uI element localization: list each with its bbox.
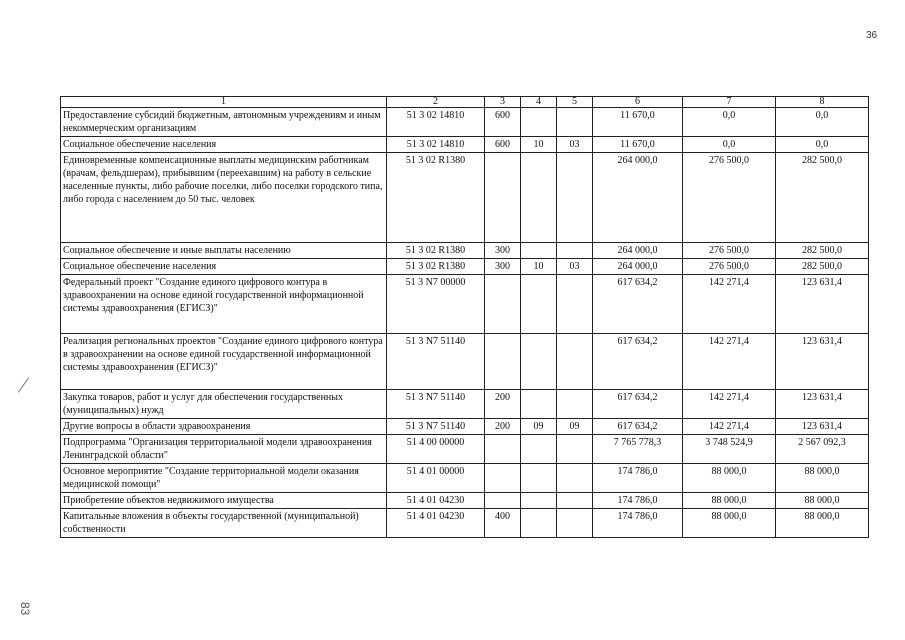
row-target-code: 51 3 N7 51140 (387, 390, 485, 419)
table-row (61, 259, 869, 275)
margin-handwritten-number: 83 (18, 602, 32, 616)
row-section (521, 390, 557, 419)
row-expense-type (485, 435, 521, 464)
row-target-code: 51 3 02 R1380 (387, 259, 485, 275)
row-name: Социальное обеспечение и иные выплаты населению (61, 243, 387, 259)
table-row (61, 493, 869, 509)
row-section: 10 (521, 259, 557, 275)
row-target-code: 51 3 02 R1380 (387, 153, 485, 243)
row-subsection (557, 493, 593, 509)
row-expense-type (485, 153, 521, 243)
row-expense-type (485, 275, 521, 334)
row-amount-3: 0,0 (776, 108, 869, 137)
row-amount-1: 11 670,0 (593, 137, 683, 153)
row-target-code: 51 4 01 04230 (387, 509, 485, 538)
table-row (61, 464, 869, 493)
row-subsection: 03 (557, 137, 593, 153)
row-name: Подпрограмма "Организация территориальной модели здравоохранения Ленинградской области" (61, 435, 387, 464)
row-amount-3: 88 000,0 (776, 464, 869, 493)
row-section: 09 (521, 419, 557, 435)
row-amount-1: 174 786,0 (593, 493, 683, 509)
row-amount-1: 174 786,0 (593, 464, 683, 493)
row-name: Социальное обеспечение населения (61, 259, 387, 275)
table-row (61, 390, 869, 419)
row-amount-1: 264 000,0 (593, 259, 683, 275)
row-expense-type: 600 (485, 137, 521, 153)
row-amount-1: 11 670,0 (593, 108, 683, 137)
row-subsection (557, 243, 593, 259)
row-target-code: 51 3 N7 51140 (387, 419, 485, 435)
row-amount-3: 123 631,4 (776, 390, 869, 419)
row-name: Предоставление субсидий бюджетным, автономным учреждениям и иным некоммерческим организациям (61, 108, 387, 137)
row-name: Единовременные компенсационные выплаты медицинским работникам (врачам, фельдшерам), прибывшим (переехавшим) на работу в сельские населенные пункты, либо рабочие поселки, либо поселки городского типа, либо города с населением до 50 тыс. человек (61, 153, 387, 243)
row-expense-type: 400 (485, 509, 521, 538)
row-subsection (557, 464, 593, 493)
header-col-3: 3 (485, 97, 521, 108)
row-amount-2: 88 000,0 (683, 493, 776, 509)
row-target-code: 51 3 02 14810 (387, 108, 485, 137)
table-row (61, 275, 869, 334)
row-expense-type (485, 493, 521, 509)
row-section (521, 108, 557, 137)
row-target-code: 51 3 02 R1380 (387, 243, 485, 259)
table-row (61, 419, 869, 435)
row-section (521, 275, 557, 334)
row-section (521, 243, 557, 259)
row-target-code: 51 4 00 00000 (387, 435, 485, 464)
row-subsection: 09 (557, 419, 593, 435)
row-subsection (557, 334, 593, 390)
row-section (521, 464, 557, 493)
row-amount-1: 174 786,0 (593, 509, 683, 538)
row-amount-2: 0,0 (683, 137, 776, 153)
row-subsection (557, 435, 593, 464)
row-expense-type (485, 334, 521, 390)
row-amount-3: 2 567 092,3 (776, 435, 869, 464)
row-section (521, 509, 557, 538)
row-name: Социальное обеспечение населения (61, 137, 387, 153)
margin-pen-mark (18, 377, 29, 392)
row-amount-2: 142 271,4 (683, 390, 776, 419)
row-amount-2: 88 000,0 (683, 509, 776, 538)
header-col-7: 7 (683, 97, 776, 108)
row-amount-3: 282 500,0 (776, 259, 869, 275)
row-section (521, 493, 557, 509)
row-amount-2: 3 748 524,9 (683, 435, 776, 464)
row-expense-type: 200 (485, 419, 521, 435)
header-col-2: 2 (387, 97, 485, 108)
row-name: Реализация региональных проектов "Создание единого цифрового контура в здравоохранении на основе единой государственной информационной системы здравоохранения (ЕГИСЗ)" (61, 334, 387, 390)
row-subsection (557, 153, 593, 243)
budget-table (60, 96, 869, 538)
row-amount-1: 617 634,2 (593, 334, 683, 390)
header-col-5: 5 (557, 97, 593, 108)
row-name: Федеральный проект "Создание единого цифрового контура в здравоохранении на основе единой государственной информационной системы здравоохранения (ЕГИСЗ)" (61, 275, 387, 334)
row-section (521, 334, 557, 390)
row-amount-3: 88 000,0 (776, 493, 869, 509)
row-amount-1: 7 765 778,3 (593, 435, 683, 464)
row-expense-type: 300 (485, 259, 521, 275)
row-amount-3: 88 000,0 (776, 509, 869, 538)
table-row (61, 153, 869, 243)
row-amount-2: 276 500,0 (683, 243, 776, 259)
row-target-code: 51 3 N7 00000 (387, 275, 485, 334)
row-name: Капитальные вложения в объекты государственной (муниципальной) собственности (61, 509, 387, 538)
row-amount-1: 617 634,2 (593, 419, 683, 435)
row-target-code: 51 3 02 14810 (387, 137, 485, 153)
row-section (521, 153, 557, 243)
row-name: Приобретение объектов недвижимого имущества (61, 493, 387, 509)
row-target-code: 51 4 01 00000 (387, 464, 485, 493)
header-row (61, 97, 869, 108)
row-amount-2: 142 271,4 (683, 275, 776, 334)
row-name: Другие вопросы в области здравоохранения (61, 419, 387, 435)
row-subsection: 03 (557, 259, 593, 275)
row-amount-3: 123 631,4 (776, 275, 869, 334)
header-col-4: 4 (521, 97, 557, 108)
row-expense-type (485, 464, 521, 493)
row-target-code: 51 4 01 04230 (387, 493, 485, 509)
header-col-8: 8 (776, 97, 869, 108)
row-expense-type: 300 (485, 243, 521, 259)
row-amount-3: 123 631,4 (776, 334, 869, 390)
row-amount-1: 617 634,2 (593, 390, 683, 419)
table-row (61, 243, 869, 259)
header-col-6: 6 (593, 97, 683, 108)
row-subsection (557, 509, 593, 538)
row-amount-2: 276 500,0 (683, 259, 776, 275)
table-row (61, 108, 869, 137)
row-name: Закупка товаров, работ и услуг для обеспечения государственных (муниципальных) нужд (61, 390, 387, 419)
row-subsection (557, 390, 593, 419)
row-subsection (557, 108, 593, 137)
row-amount-2: 142 271,4 (683, 419, 776, 435)
table-row (61, 509, 869, 538)
row-amount-3: 123 631,4 (776, 419, 869, 435)
row-amount-1: 617 634,2 (593, 275, 683, 334)
row-target-code: 51 3 N7 51140 (387, 334, 485, 390)
table-row (61, 137, 869, 153)
table-row (61, 334, 869, 390)
row-subsection (557, 275, 593, 334)
row-amount-2: 276 500,0 (683, 153, 776, 243)
table-row (61, 435, 869, 464)
row-amount-1: 264 000,0 (593, 243, 683, 259)
row-amount-2: 0,0 (683, 108, 776, 137)
row-section (521, 435, 557, 464)
row-name: Основное мероприятие "Создание территориальной модели оказания медицинской помощи" (61, 464, 387, 493)
row-expense-type: 200 (485, 390, 521, 419)
row-amount-1: 264 000,0 (593, 153, 683, 243)
row-expense-type: 600 (485, 108, 521, 137)
row-amount-3: 0,0 (776, 137, 869, 153)
header-col-1: 1 (61, 97, 387, 108)
page-number: 36 (866, 30, 878, 41)
row-amount-3: 282 500,0 (776, 243, 869, 259)
row-amount-2: 142 271,4 (683, 334, 776, 390)
row-amount-2: 88 000,0 (683, 464, 776, 493)
row-section: 10 (521, 137, 557, 153)
row-amount-3: 282 500,0 (776, 153, 869, 243)
